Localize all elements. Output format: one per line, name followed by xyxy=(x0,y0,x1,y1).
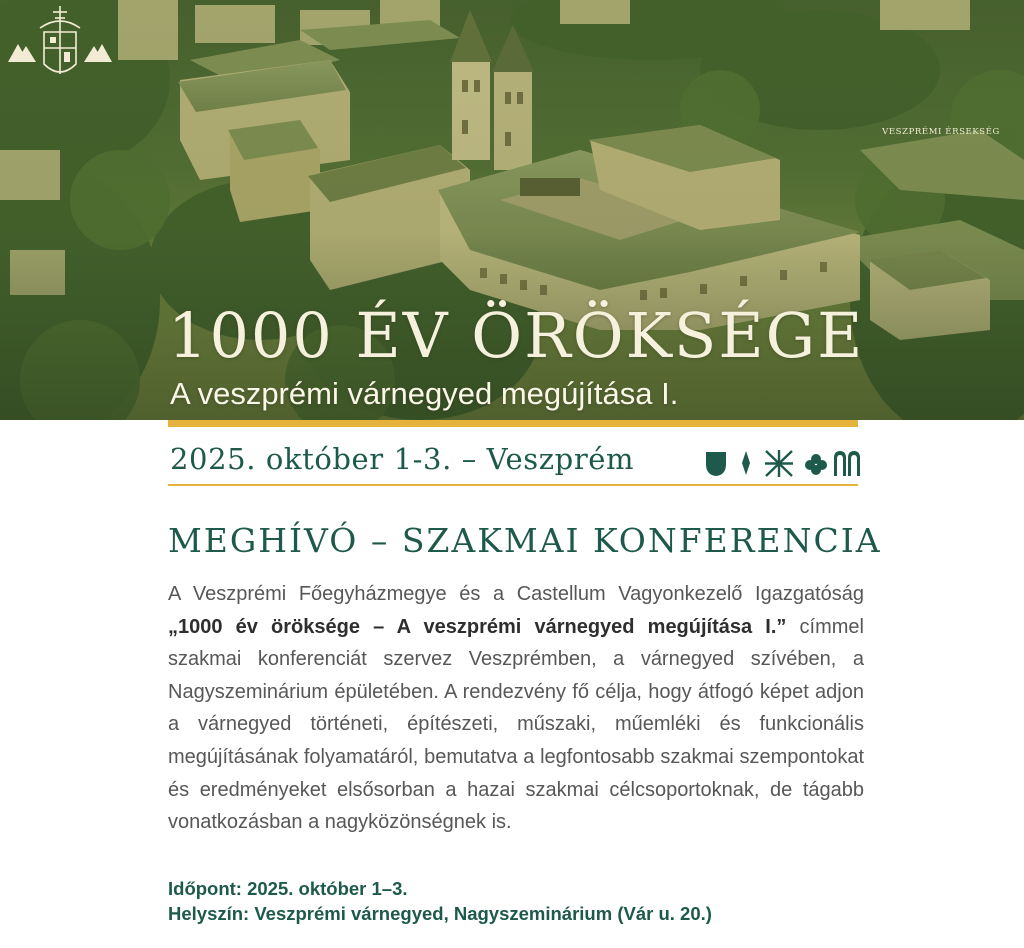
cross-star-icon xyxy=(765,450,793,477)
event-date-location: 2025. október 1-3. – Veszprém xyxy=(170,442,635,476)
invitation-body xyxy=(168,578,864,839)
twin-arch-icon xyxy=(834,451,860,476)
event-place: Helyszín: Veszprémi várnegyed, Nagyszeminárium (Vár u. 20.) xyxy=(168,903,712,924)
event-time: Időpont: 2025. október 1–3. xyxy=(168,878,408,899)
event-details xyxy=(168,876,888,926)
invitation-intro: A Veszprémi Főegyházmegye és a Castellum Vagyonkezelő Igazgatóság xyxy=(168,583,864,605)
diamond-star-icon xyxy=(742,451,750,475)
page-subtitle: A veszprémi várnegyed megújítása I. xyxy=(170,376,679,411)
conference-title-quote: „1000 év öröksége – A veszprémi várnegyed megújítása I.” xyxy=(168,615,787,638)
hero-banner xyxy=(0,0,1024,420)
archdiocese-coat-of-arms-logo xyxy=(0,0,120,100)
invitation-heading: MEGHÍVÓ – SZAKMAI KONFERENCIA xyxy=(168,521,882,560)
quatrefoil-icon xyxy=(805,454,827,475)
invitation-body-rest: címmel szakmai konferenciát szervez Veszprémben, a várnegyed szívében, a Nagyszeminárium épületében. A rendezvény fő célja, hogy átfogó képet adjon a várnegyed történeti, építészeti, műszaki, műemléki és funkcionális megújításának folyamatáról, bemutatva a legfontosabb szakmai szempontokat és eredményeket elsősorban a hazai szakmai célcsoportoknak, de tágabb vonatkozásban a nagyközönségnek is. xyxy=(168,615,864,834)
archdiocese-name: VESZPRÉMI ÉRSEKSÉG xyxy=(882,127,1000,137)
decorative-symbols xyxy=(704,448,860,478)
gold-rule xyxy=(168,484,858,486)
page-title: 1000 ÉV ÖRÖKSÉGE xyxy=(168,299,865,372)
shield-icon xyxy=(706,452,726,476)
gold-divider-bar xyxy=(168,420,858,427)
